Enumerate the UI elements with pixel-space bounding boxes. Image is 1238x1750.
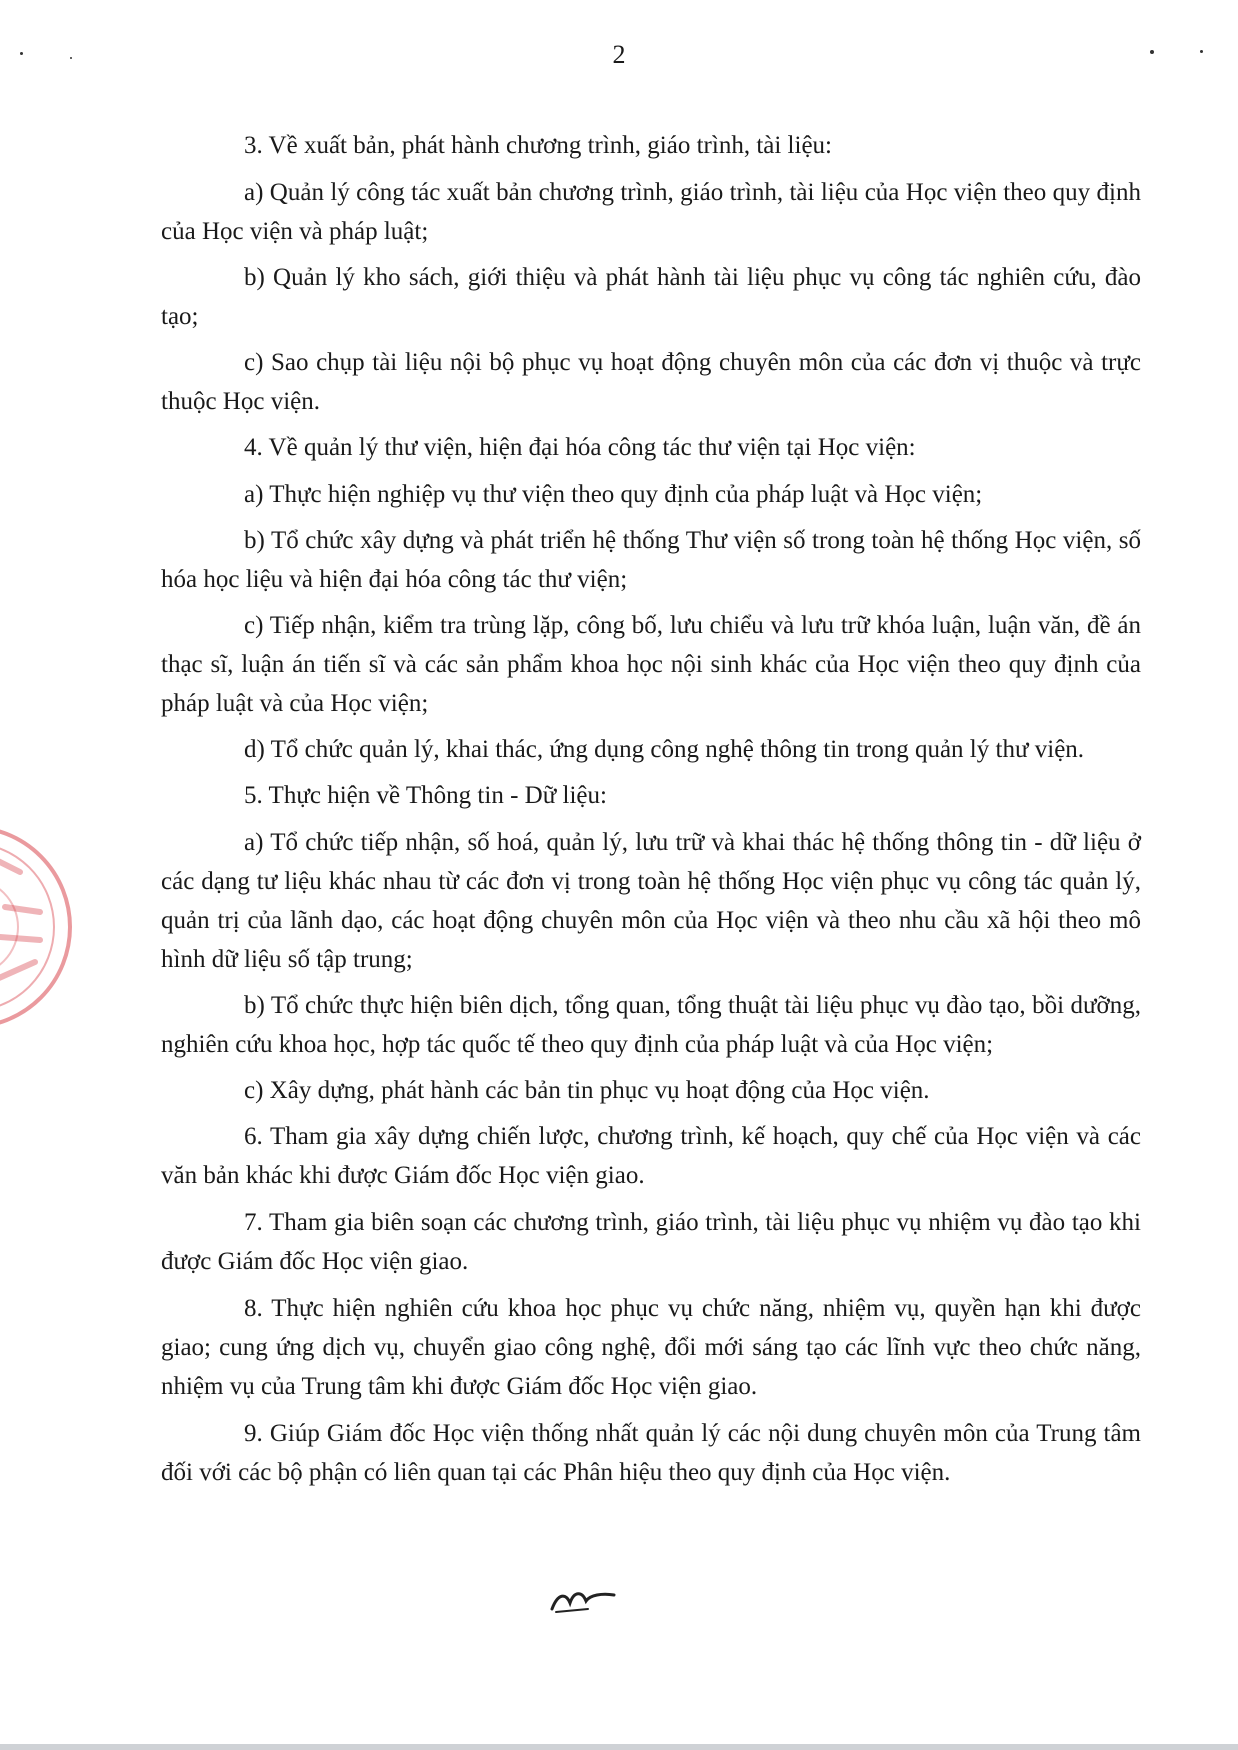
official-stamp: [0, 812, 90, 1042]
paragraph: a) Tổ chức tiếp nhận, số hoá, quản lý, lưu trữ và khai thác hệ thống thông tin - dữ liệu ở các dạng tư liệu khác nhau từ các đơn vị trong toàn hệ thống Học viện phục vụ công tác quản lý, quản trị của lãnh dạo, các hoạt động chuyên môn của Học viện và theo nhu cầu xã hội theo mô hình dữ liệu số tập trung;: [161, 829, 1141, 973]
scan-speck: [20, 52, 23, 55]
scan-speck: [70, 57, 72, 59]
signature-initial: [548, 1585, 618, 1615]
section-heading: 9. Giúp Giám đốc Học viện thống nhất quản lý các nội dung chuyên môn của Trung tâm đối với các bộ phận có liên quan tại các Phân hiệu theo quy định của Học viện.: [161, 1420, 1141, 1486]
section-heading: 7. Tham gia biên soạn các chương trình, giáo trình, tài liệu phục vụ nhiệm vụ đào tạo khi được Giám đốc Học viện giao.: [161, 1209, 1141, 1275]
paragraph: b) Quản lý kho sách, giới thiệu và phát hành tài liệu phục vụ công tác nghiên cứu, đào tạo;: [161, 264, 1141, 330]
section-heading: 4. Về quản lý thư viện, hiện đại hóa công tác thư viện tại Học viện:: [244, 434, 916, 461]
paragraph: c) Xây dựng, phát hành các bản tin phục vụ hoạt động của Học viện.: [244, 1077, 930, 1104]
paragraph: a) Thực hiện nghiệp vụ thư viện theo quy định của pháp luật và Học viện;: [244, 481, 983, 508]
page-number: 2: [612, 40, 626, 69]
paragraph: a) Quản lý công tác xuất bản chương trình, giáo trình, tài liệu của Học viện theo quy định của Học viện và pháp luật;: [161, 179, 1141, 245]
section-heading: 3. Về xuất bản, phát hành chương trình, giáo trình, tài liệu:: [244, 132, 832, 159]
paragraph: c) Sao chụp tài liệu nội bộ phục vụ hoạt động chuyên môn của các đơn vị thuộc và trực thuộc Học viện.: [161, 349, 1141, 415]
paragraph: b) Tổ chức xây dựng và phát triển hệ thống Thư viện số trong toàn hệ thống Học viện, số hóa học liệu và hiện đại hóa công tác thư viện;: [161, 527, 1141, 593]
scan-speck: [1150, 50, 1154, 54]
paragraph: c) Tiếp nhận, kiểm tra trùng lặp, công bố, lưu chiểu và lưu trữ khóa luận, luận văn, đề án thạc sĩ, luận án tiến sĩ và các sản phẩm khoa học nội sinh khác của Học viện theo quy định của pháp luật và của Học viện;: [161, 612, 1141, 717]
document-body: [161, 126, 1141, 1500]
section-heading: 6. Tham gia xây dựng chiến lược, chương trình, kế hoạch, quy chế của Học viện và các văn bản khác khi được Giám đốc Học viện giao.: [161, 1123, 1141, 1189]
paragraph: d) Tổ chức quản lý, khai thác, ứng dụng công nghệ thông tin trong quản lý thư viện.: [244, 736, 1085, 763]
scan-speck: [1200, 50, 1203, 53]
scan-bottom-edge: [0, 1744, 1238, 1750]
paragraph: b) Tổ chức thực hiện biên dịch, tổng quan, tổng thuật tài liệu phục vụ đào tạo, bồi dưỡng, nghiên cứu khoa học, hợp tác quốc tế theo quy định của pháp luật và của Học viện;: [161, 992, 1141, 1058]
section-heading: 5. Thực hiện về Thông tin - Dữ liệu:: [244, 782, 607, 809]
section-heading: 8. Thực hiện nghiên cứu khoa học phục vụ chức năng, nhiệm vụ, quyền hạn khi được giao; cung ứng dịch vụ, chuyển giao công nghệ, đổi mới sáng tạo các lĩnh vực theo chức năng, nhiệm vụ của Trung tâm khi được Giám đốc Học viện giao.: [161, 1295, 1141, 1400]
